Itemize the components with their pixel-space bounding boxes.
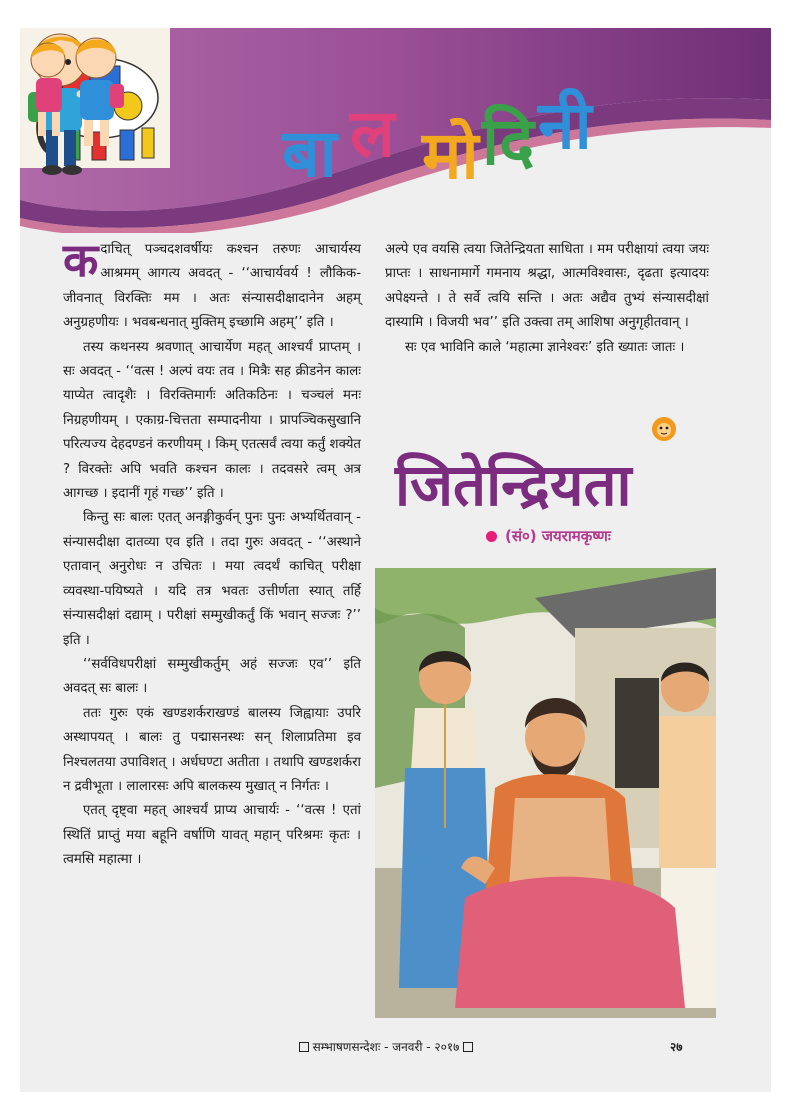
footer-journal	[256, 1038, 516, 1055]
drop-cap: क	[63, 233, 99, 287]
two-girls-image	[20, 28, 130, 158]
masthead-letter-ba: बा	[282, 114, 337, 192]
paragraph-1-text: दाचित् पञ्चदशवर्षीयः कश्चन तरुणः आचार्यस्य आश्रमम् आगत्य अवदत् - ‘‘आचार्यवर्य ! लौकिक-जीवनात् विरक्तिः मम । अतः संन्यासदीक्षादानेन अहम् अनुग्रहणीयः । भवबन्धनात् मुक्तिम् इच्छामि अहम्’’ इति ।	[63, 242, 361, 331]
author-line	[486, 526, 611, 546]
paragraph-4: ‘‘सर्वविधपरीक्षां सम्मुखीकर्तुम् अहं सज्जः एव’’ इति अवदत् सः बालः ।	[63, 656, 361, 697]
square-bullet-icon	[463, 1042, 473, 1052]
author-name: (सं०) जयरामकृष्णः	[505, 527, 611, 545]
article-title: जितेन्द्रियता	[395, 451, 632, 519]
square-bullet-icon	[299, 1042, 309, 1052]
magazine-page	[20, 28, 771, 1092]
guru-and-disciples-illustration	[375, 568, 716, 1018]
masthead-letter-mo: मो	[422, 116, 479, 194]
lion-cub-icon	[648, 415, 680, 443]
bullet-dot-icon	[486, 531, 497, 542]
masthead-letter-ni: नी	[538, 86, 592, 164]
page-number: २७	[670, 1040, 683, 1054]
header-banner	[20, 28, 771, 233]
paragraph-8: सः एव भाविनि काले ‘महात्मा ज्ञानेश्वरः’ इति ख्यातः जातः ।	[404, 339, 685, 355]
left-column	[63, 233, 361, 873]
paragraph-2: तस्य कथनस्य श्रवणात् आचार्येण महत् आश्चर्यं प्राप्तम् । सः अवदत् - ‘‘वत्स ! अल्पं वयः तव । मित्रैः सह क्रीडनेन कालः याप्येत त्वादृशैः । विरक्तिमार्गः अतिकठिनः । चञ्चलं मनः निग्रहणीयम् । एकाग्र-चित्तता सम्पादनीया । प्रापञ्चिकसुखानि परित्यज्य देहदण्डनं करणीयम् । किम् एतत्सर्वं त्वया कर्तुं शक्येत ? विरक्तेः अपि भवति कश्चन कालः । तदवसरे त्वम् अत्र आगच्छ । इदानीं गृहं गच्छ’’ इति ।	[63, 339, 361, 502]
paragraph-3: किन्तु सः बालः एतत् अनङ्गीकुर्वन् पुनः पुनः अभ्यर्थितवान् - संन्यासदीक्षा दातव्या एव इति । तदा गुरुः अवदत् - ‘‘अस्थाने एतावान् अनुरोधः न उचितः । मया त्वदर्थं काचित् परीक्षा व्यवस्था-पयिष्यते । यदि तत्र भवतः उत्तीर्णता स्यात् तर्हि संन्यासदीक्षां दद्याम् । परीक्षां सम्मुखीकर्तुं किं भवान् सज्जः ?’’ इति ।	[63, 510, 361, 648]
paragraph-7: अल्पे एव वयसि त्वया जितेन्द्रियता साधिता । मम परीक्षायां त्वया जयः प्राप्तः । साधनामार्गे गमनाय श्रद्धा, आत्मविश्वासः, दृढता इत्यादयः अपेक्ष्यन्ते । ते सर्वे त्वयि सन्ति । अतः अद्यैव तुभ्यं संन्यासदीक्षां दास्यामि । विजयी भव’’ इति उक्त्वा तम् आशिषा अनुगृहीतवान् ।	[385, 242, 709, 331]
magazine-masthead	[282, 86, 602, 210]
paragraph-6: एतत् दृष्ट्वा महत् आश्चर्यं प्राप्य आचार्यः - ‘‘वत्स ! एतां स्थितिं प्राप्तुं मया बहूनि वर्षाणि यावत् महान् परिश्रमः कृतः । त्वमसि महात्मा ।	[63, 803, 361, 868]
masthead-letter-di: दि	[482, 102, 535, 180]
paragraph-5: ततः गुरुः एकं खण्डशर्कराखण्डं बालस्य जिह्वायाः उपरि अस्थापयत् । बालः तु पद्मासनस्थः सन् शिलाप्रतिमा इव निश्चलतया उपाविशत् । अर्धघण्टा अतीता । तथापि खण्डशर्करा न द्रवीभूता । लालारसः अपि बालकस्य मुखात् न निर्गतः ।	[63, 705, 361, 794]
right-column	[385, 238, 709, 360]
footer-journal-text: सम्भाषणसन्देशः - जनवरी - २०१७	[312, 1040, 460, 1054]
masthead-letter-la: ल	[350, 94, 395, 172]
paragraph-1	[63, 233, 361, 336]
